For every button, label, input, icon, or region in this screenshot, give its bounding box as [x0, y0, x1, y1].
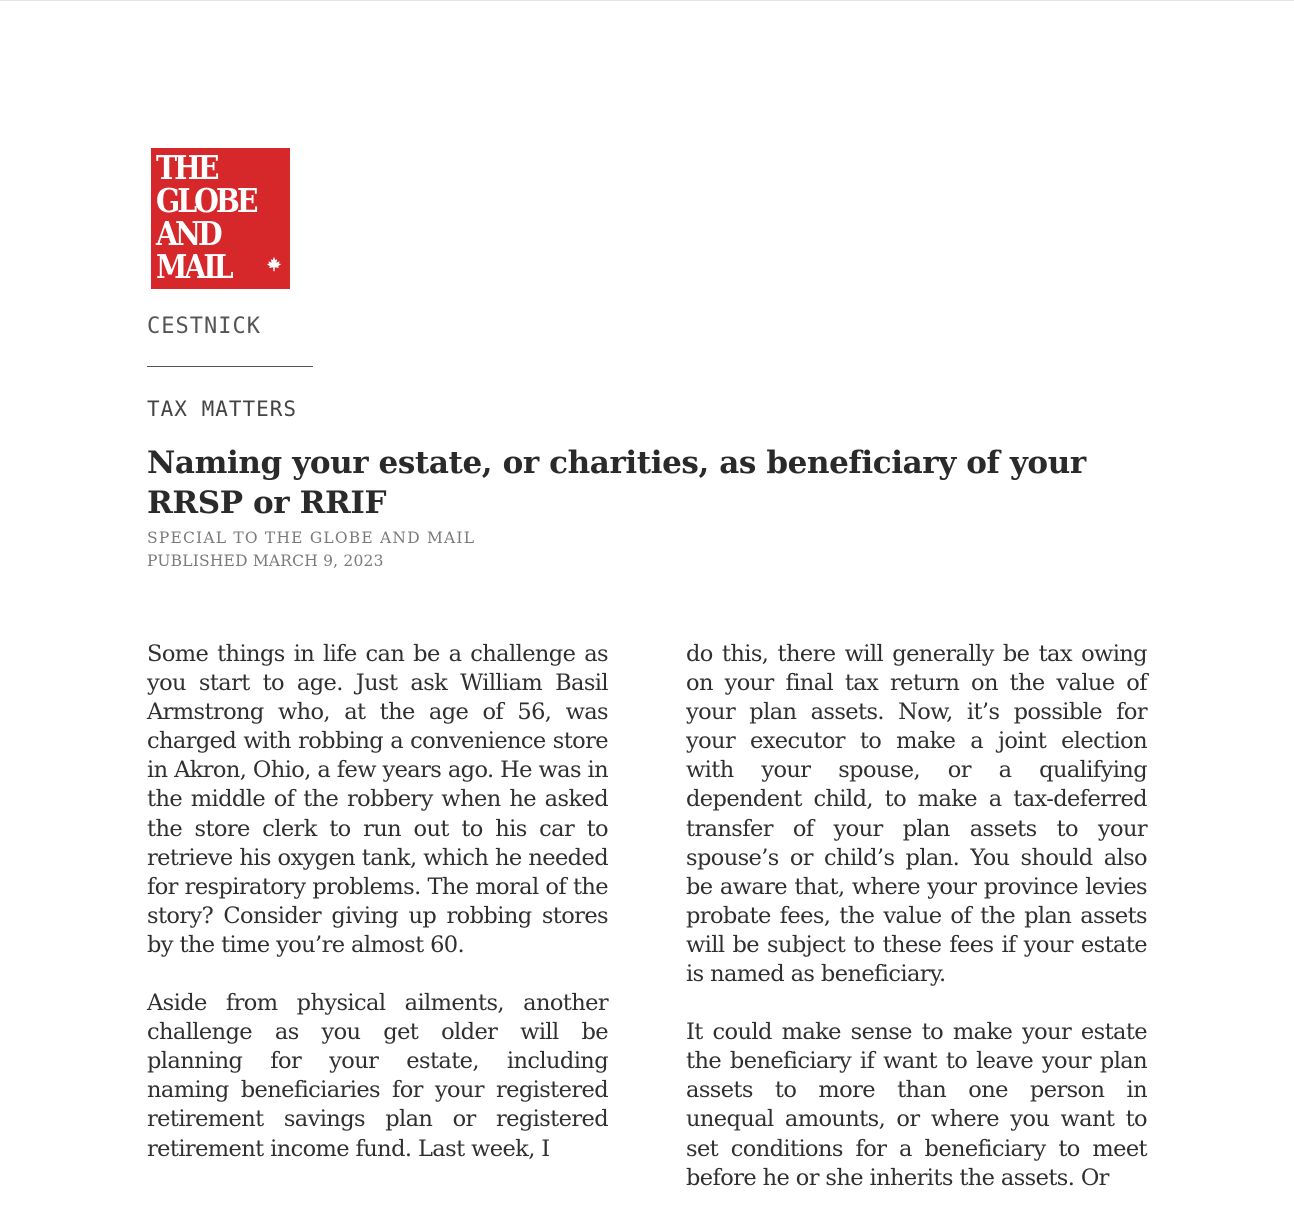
article-column-left — [147, 640, 608, 1193]
byline: SPECIAL TO THE GLOBE AND MAIL — [147, 529, 476, 547]
logo-line-4: MAIL — [156, 247, 231, 286]
publish-date: PUBLISHED MARCH 9, 2023 — [147, 552, 384, 570]
paragraph: do this, there will generally be tax owing on your final tax return on the value of your plan assets. Now, it’s possible for your executor to make a joint election with your spouse, or a qualifying dependent child, to make a tax-deferred transfer of your plan assets to your spouse’s or child’s plan. You should also be aware that, where your province levies probate fees, the value of the plan assets will be subject to these fees if your estate is named as beneficiary. — [686, 641, 1147, 988]
maple-leaf-icon — [266, 256, 282, 272]
paragraph: Aside from physical ailments, another challenge as you get older will be planning for your estate, including naming beneficiaries for your registered retirement savings plan or registered retirement income fund. Last week, I — [147, 990, 608, 1162]
paragraph: It could make sense to make your estate the beneficiary if want to leave your plan assets to more than one person in unequal amounts, or where you want to set conditions for a beneficiary to meet before he or she inherits the assets. Or — [686, 1019, 1147, 1191]
top-border — [0, 0, 1294, 1]
article-column-right — [686, 640, 1147, 1222]
column-name: CESTNICK — [147, 314, 261, 339]
section-label: TAX MATTERS — [147, 397, 298, 421]
logo-line-1: THE — [156, 148, 217, 187]
section-divider — [147, 366, 313, 367]
globe-and-mail-logo — [151, 148, 290, 289]
logo-line-2: GLOBE — [156, 181, 256, 220]
article-headline: Naming your estate, or charities, as beneficiary of your RRSP or RRIF — [147, 445, 1086, 521]
logo-line-3: AND — [156, 214, 220, 253]
paragraph: Some things in life can be a challenge as you start to age. Just ask William Basil Armstrong who, at the age of 56, was charged with robbing a convenience store in Akron, Ohio, a few years ago. He was in the middle of the robbery when he asked the store clerk to run out to his car to retrieve his oxygen tank, which he needed for respiratory problems. The moral of the story? Consider giving up robbing stores by the time you’re almost 60. — [147, 641, 608, 958]
